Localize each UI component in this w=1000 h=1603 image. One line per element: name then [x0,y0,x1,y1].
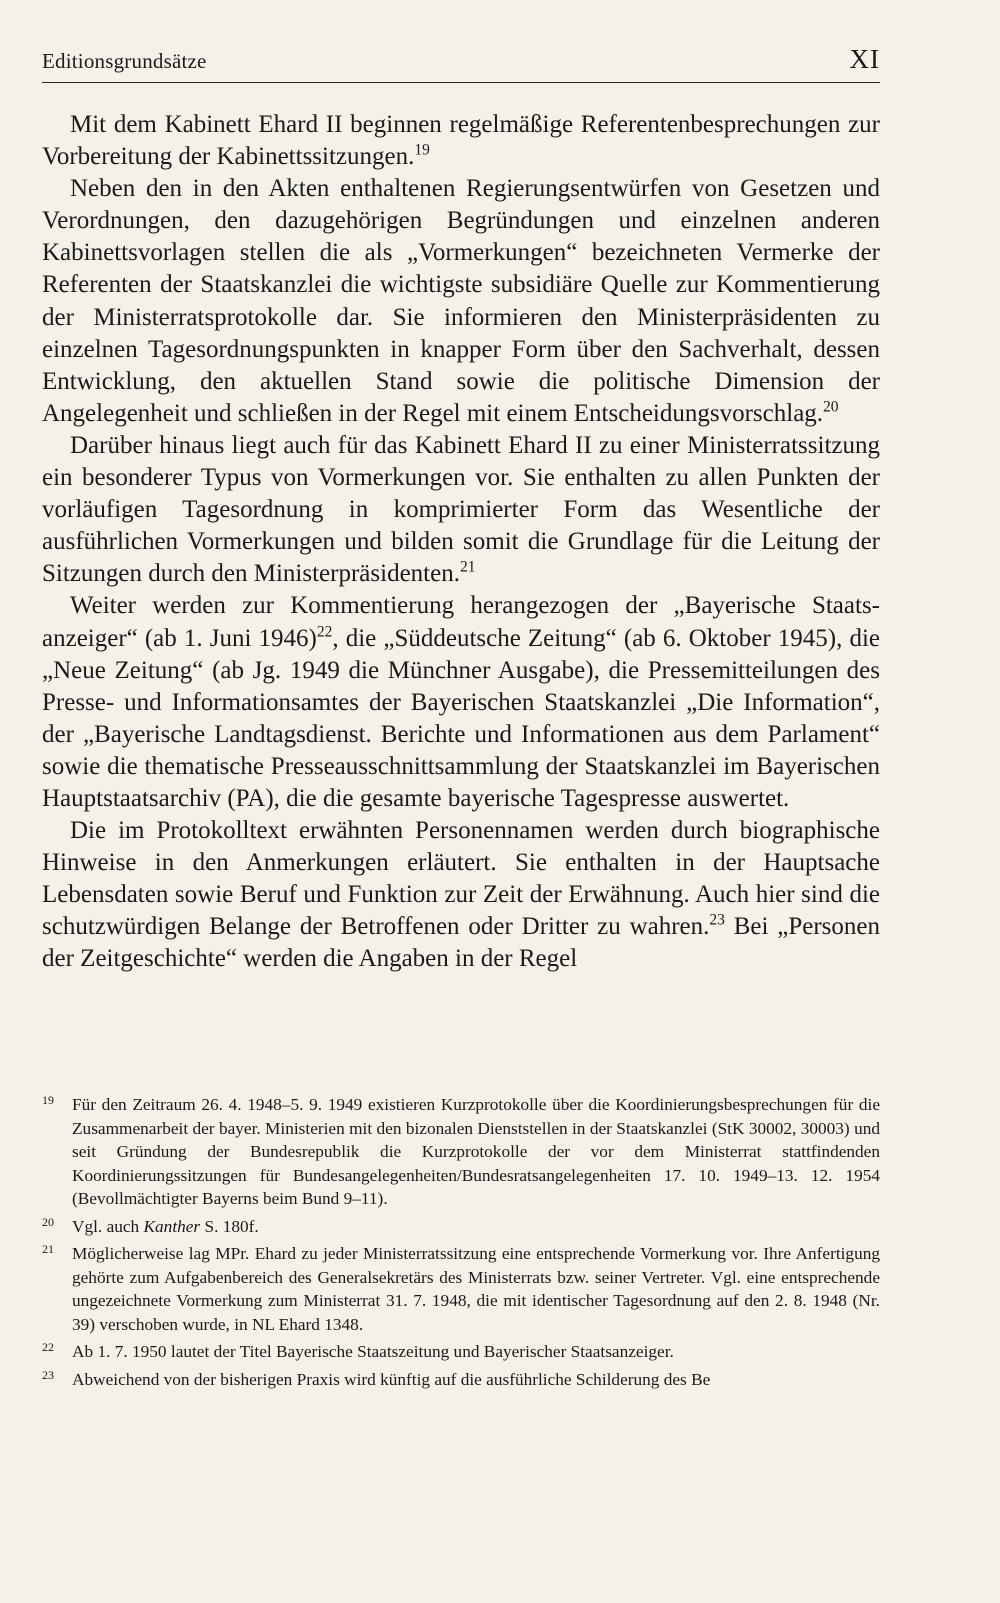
paragraph-5 [42,815,880,975]
footnote-23 [42,1368,880,1392]
footnote-20 [42,1215,880,1239]
page-number: XI [849,44,880,74]
author-name: Kanther [143,1216,201,1236]
footnote-text-part: Vgl. auch [72,1216,144,1236]
paragraph-4 [42,590,880,815]
paragraph-4-text-a: Weiter werden zur Kommentierung herangezogen der „Bayerische Staatsanzeiger“ (ab 1. Juni 1946) [42,592,880,652]
footnote-ref-20[interactable]: 20 [823,398,839,416]
footnote-19 [42,1093,880,1211]
footnote-number: 20 [42,1214,54,1229]
paragraph-1 [42,109,880,173]
paragraph-1-text: Mit dem Kabinett Ehard II beginnen regelmäßige Referentenbesprechungen zur Vorbereitung der Kabinettssitzungen. [42,111,880,171]
paragraph-5-text-a: Die im Protokolltext erwähnten Personennamen werden durch biographische Hinweise in den Anmerkungen erläutert. Sie enthalten in der Hauptsache Lebensdaten sowie Beruf und Funktion zur Zeit der Erwähnung. Auch hier sind die schutzwürdigen Belange der Betroffenen oder Dritter zu wahren. [42,817,880,941]
footnote-text [72,1217,259,1236]
footnote-22 [42,1340,880,1364]
footnote-text: Möglicherweise lag MPr. Ehard zu jeder Ministerratssitzung eine entsprechende Vormerkung vor. Ihre Anfertigung gehörte zum Aufgabenbereich des Generalsekretärs des Ministerrats bzw. seiner Vertreter. Vgl. eine entsprechende ungezeichnete Vormerkung zum Ministerrat 31. 7. 1948, die mit identischer Tagesordnung auf den 2. 8. 1948 (Nr. 39) verschoben wurde, in NL Ehard 1348. [72,1244,880,1334]
footnotes [42,1093,880,1395]
running-title: Editionsgrundsätze [42,49,207,73]
page-header [42,40,880,83]
footnote-number: 22 [42,1340,54,1354]
footnote-text: Ab 1. 7. 1950 lautet der Titel Bayerische Staatszeitung und Bayerischer Staatsanzeiger. [72,1342,674,1361]
paragraph-2 [42,173,880,430]
footnote-ref-23[interactable]: 23 [709,912,725,930]
footnote-number: 23 [42,1367,54,1382]
paragraph-2-text: Neben den in den Akten enthaltenen Regierungsentwürfen von Gesetzen und Verordnungen, den dazugehörigen Begründungen und einzelnen anderen Kabinettsvorlagen stellen die als „Vormerkungen“ bezeichneten Vermerke der Referenten der Staatskanzlei die wichtigste subsidiäre Quelle zur Kommentierung der Ministerratsprotokolle dar. Sie informieren den Ministerpräsidenten zu einzelnen Tagesordnungspunkten in knapper Form über den Sachverhalt, dessen Entwicklung, den aktuellen Stand sowie die politische Dimension der Angelegenheit und schließen in der Regel mit einem Entscheidungsvorschlag. [42,175,880,427]
footnote-text: Abweichend von der bisherigen Praxis wird künftig auf die ausführliche Schilderung des Be [72,1369,711,1389]
paragraph-3-text: Darüber hinaus liegt auch für das Kabinett Ehard II zu einer Ministerratssitzung ein besonderer Typus von Vormerkungen vor. Sie enthalten zu allen Punkten der vorläufigen Tagesordnung in komprimierter Form das Wesentliche der ausführlichen Vormerkungen und bilden somit die Grundlage für die Leitung der Sitzungen durch den Ministerpräsidenten. [42,431,880,588]
footnote-number: 19 [42,1093,54,1107]
footnote-ref-19[interactable]: 19 [414,141,430,159]
footnote-21 [42,1242,880,1336]
paragraph-5-text-b: Bei „Personen der Zeitgeschichte“ werden die Angaben in der Regel [42,913,881,973]
footnote-text-part: S. 180f. [200,1216,259,1236]
footnote-ref-21[interactable]: 21 [459,558,476,576]
footnote-ref-22[interactable]: 22 [316,623,333,641]
footnote-number: 21 [42,1242,54,1256]
paragraph-3 [42,430,880,590]
paragraph-4-text-b: , die „Süddeutsche Zeitung“ (ab 6. Oktober 1945), die „Neue Zeitung“ (ab Jg. 1949 die Münchner Ausgabe), die Pressemitteilungen des Presse- und Informationsamtes der Bayerischen Staatskanzlei „Die Information“, der „Bayerische Landtagsdienst. Berichte und Informationen aus dem Parlament“ sowie die thematische Presseausschnittsammlung der Staatskanzlei im Bayerischen Hauptstaatsarchiv (PA), die die gesamte bayerische Tagespresse auswertet. [42,624,880,812]
main-text [42,109,880,976]
footnote-text: Für den Zeitraum 26. 4. 1948–5. 9. 1949 existieren Kurzprotokolle über die Koordinierungsbesprechungen für die Zusammenarbeit der bayer. Ministerien mit den bizonalen Dienststellen in der Staatskanzlei (StK 30002, 30003) und seit Gründung der Bundesrepublik die Kurzprotokolle der vor dem Ministerrat stattfindenden Koordinierungssitzungen für Bundesangelegenheiten/Bundesratsangelegenheiten 17. 10. 1949–13. 12. 1954 (Bevollmächtigter Bayerns beim Bund 9–11). [72,1095,880,1208]
